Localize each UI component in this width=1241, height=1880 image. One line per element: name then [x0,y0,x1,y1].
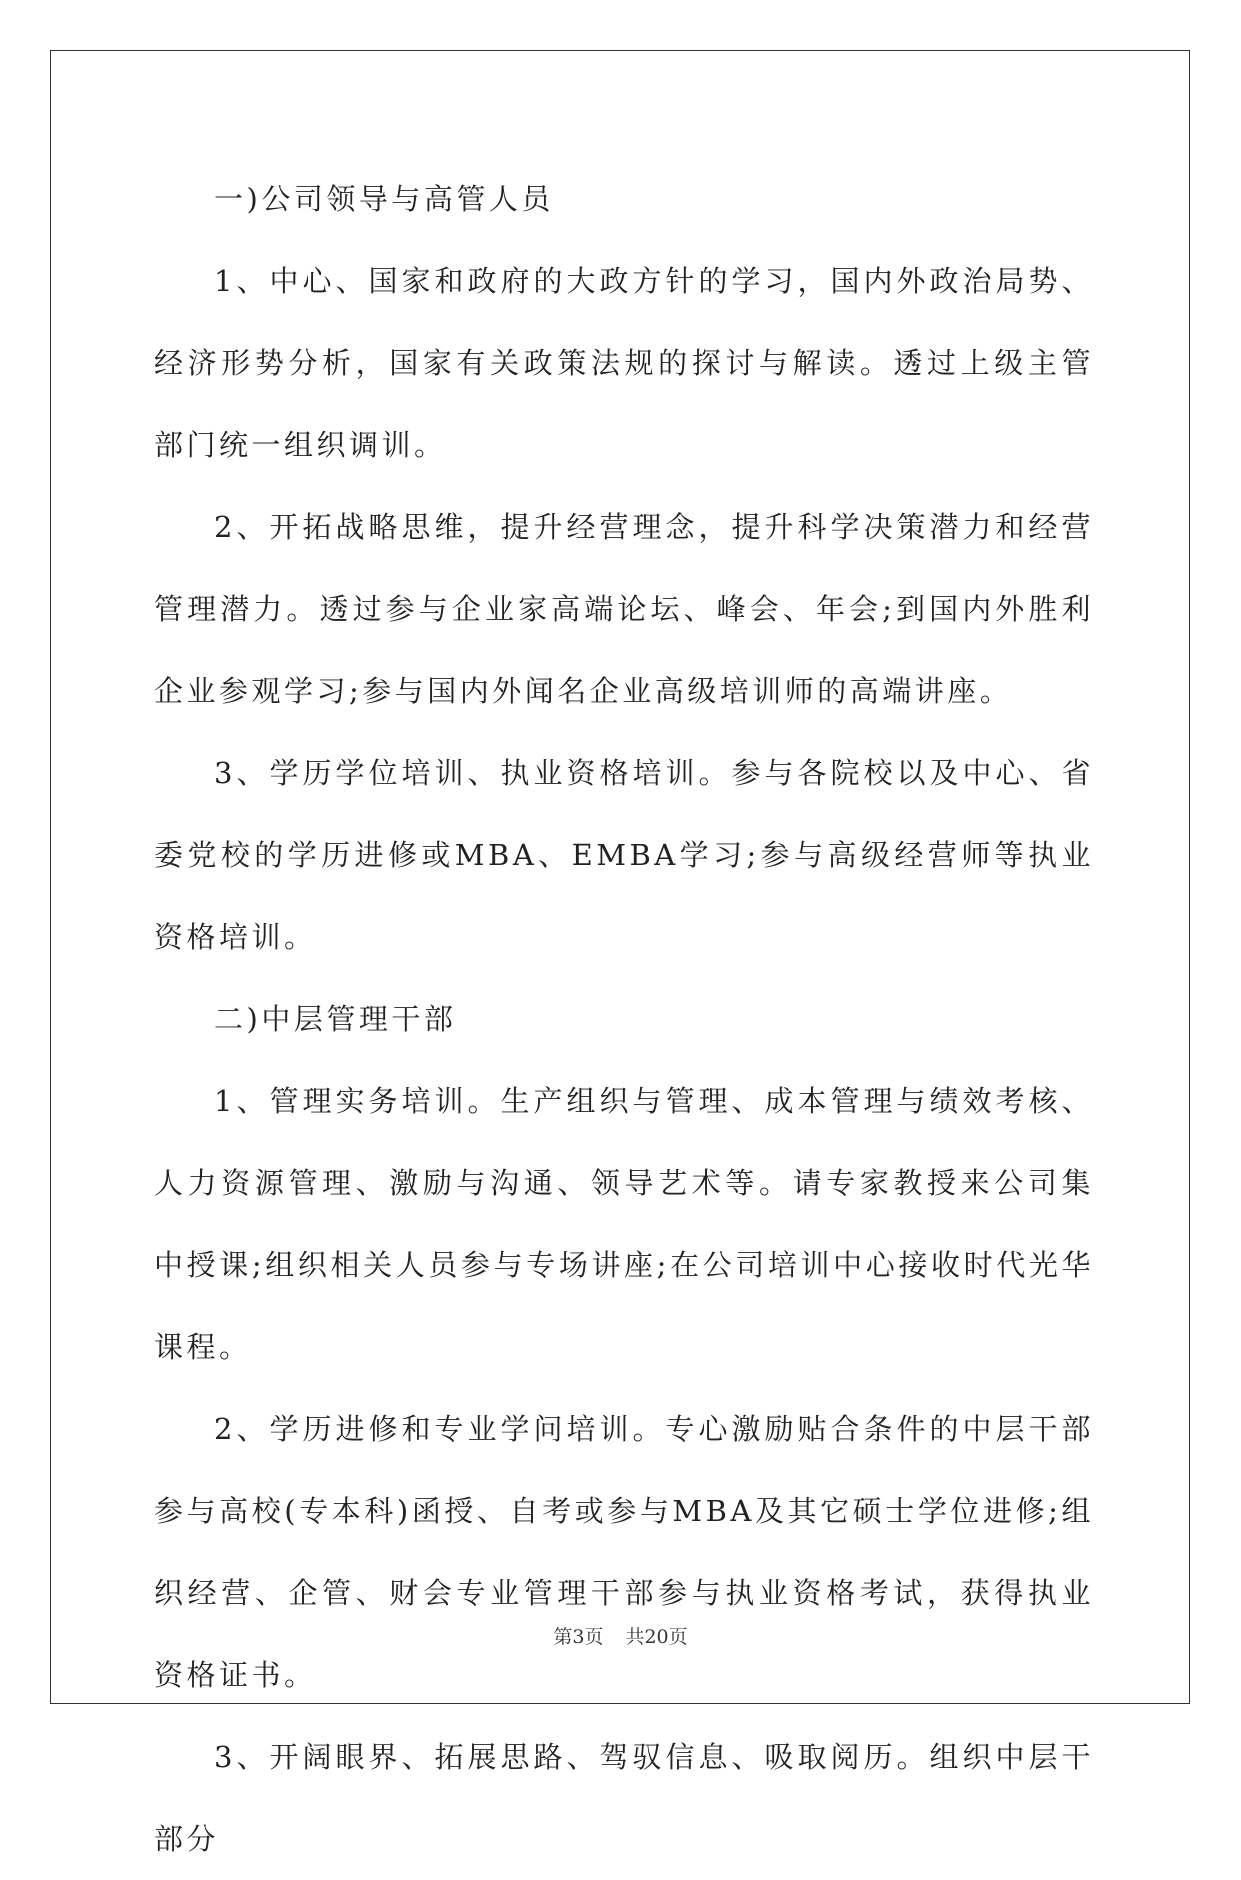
paragraph: 3、学历学位培训、执业资格培训。参与各院校以及中心、省委党校的学历进修或MBA、EMBA学习;参与高级经营师等执业资格培训。 [154,756,1094,954]
section-heading-1: 一)公司领导与高管人员 [214,182,554,216]
total-pages: 共20页 [625,1626,688,1648]
paragraph: 2、开拓战略思维，提升经营理念，提升科学决策潜力和经营管理潜力。透过参与企业家高端论坛、峰会、年会;到国内外胜利企业参观学习;参与国内外闻名企业高级培训师的高端讲座。 [154,510,1094,708]
paragraph: 3、开阔眼界、拓展思路、驾驭信息、吸取阅历。组织中层干部分 [154,1740,1094,1856]
section-heading-2: 二)中层管理干部 [214,1002,457,1036]
current-page-number: 第3页 [553,1626,604,1648]
page-footer [0,1622,1241,1649]
paragraph: 1、管理实务培训。生产组织与管理、成本管理与绩效考核、人力资源管理、激励与沟通、领导艺术等。请专家教授来公司集中授课;组织相关人员参与专场讲座;在公司培训中心接收时代光华课程。 [154,1084,1094,1364]
paragraph: 2、学历进修和专业学问培训。专心激励贴合条件的中层干部参与高校(专本科)函授、自考或参与MBA及其它硕士学位进修;组织经营、企管、财会专业管理干部参与执业资格考试，获得执业资格证书。 [154,1412,1094,1692]
paragraph: 1、中心、国家和政府的大政方针的学习，国内外政治局势、经济形势分析，国家有关政策法规的探讨与解读。透过上级主管部门统一组织调训。 [154,264,1094,462]
